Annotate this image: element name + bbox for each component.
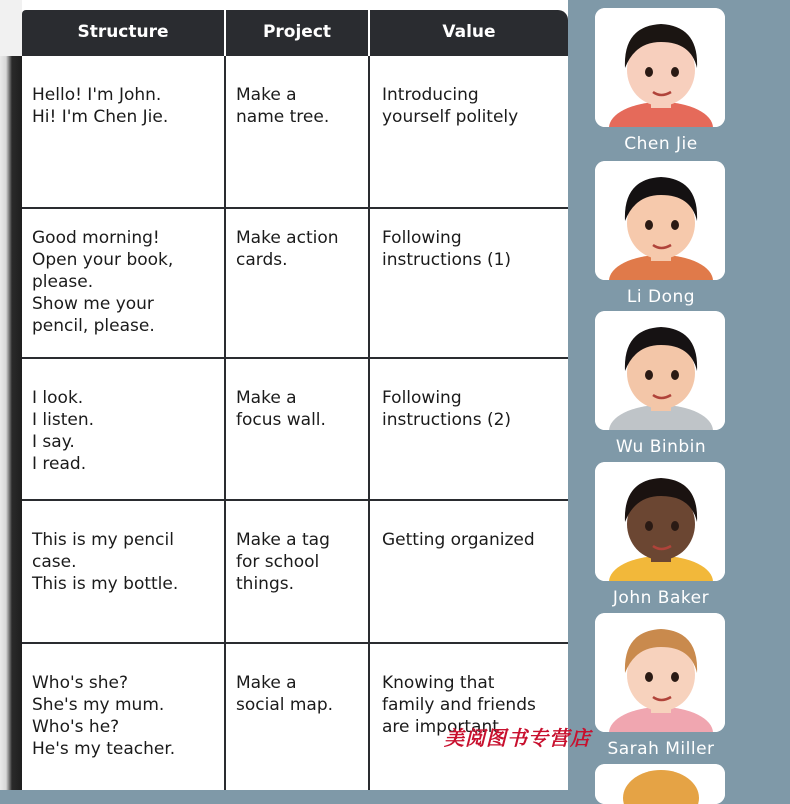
table-row (22, 208, 568, 358)
character-card (595, 462, 725, 581)
table-row (22, 500, 568, 643)
structure-cell: I look. I listen. I say. I read. (22, 358, 225, 500)
table-row (22, 358, 568, 500)
project-cell: Make a tag for school things. (225, 500, 369, 643)
structure-cell: Good morning! Open your book, please. Show me your pencil, please. (22, 208, 225, 358)
curriculum-table (22, 10, 568, 790)
project-cell: Make action cards. (225, 208, 369, 358)
project-cell: Make a name tree. (225, 55, 369, 208)
value-cell: Following instructions (2) (369, 358, 568, 500)
character-name: Li Dong (626, 287, 696, 307)
table-row (22, 55, 568, 208)
character-portrait (595, 8, 725, 127)
character-name: Wu Binbin (615, 437, 707, 457)
character-card (595, 8, 725, 127)
structure-cell: Who's she? She's my mum. Who's he? He's my teacher. (22, 643, 225, 790)
watermark: 美阅图书专营店 (444, 726, 591, 750)
character-sidebar (568, 0, 790, 790)
structure-cell: This is my pencil case. This is my bottle. (22, 500, 225, 643)
value-cell: Following instructions (1) (369, 208, 568, 358)
header-value: Value (369, 10, 568, 55)
character-portrait (595, 161, 725, 280)
character-portrait (595, 613, 725, 732)
project-cell: Make a focus wall. (225, 358, 369, 500)
value-cell: Introducing yourself politely (369, 55, 568, 208)
character-portrait (595, 462, 725, 581)
character-card (595, 613, 725, 732)
character-portrait-partial (595, 764, 725, 804)
character-card (595, 161, 725, 280)
value-cell: Getting organized (369, 500, 568, 643)
value-cell: Knowing that family and friends are important (369, 643, 568, 790)
header-structure: Structure (22, 10, 225, 55)
character-card-partial (595, 764, 725, 804)
book-spine-edge (0, 0, 22, 790)
character-card (595, 311, 725, 430)
structure-cell: Hello! I'm John. Hi! I'm Chen Jie. (22, 55, 225, 208)
table-row (22, 643, 568, 790)
character-name: John Baker (612, 588, 710, 608)
character-portrait (595, 311, 725, 430)
project-cell: Make a social map. (225, 643, 369, 790)
header-project: Project (225, 10, 369, 55)
character-name: Chen Jie (624, 134, 698, 154)
table-header-row (22, 10, 568, 55)
character-name: Sarah Miller (607, 739, 715, 759)
